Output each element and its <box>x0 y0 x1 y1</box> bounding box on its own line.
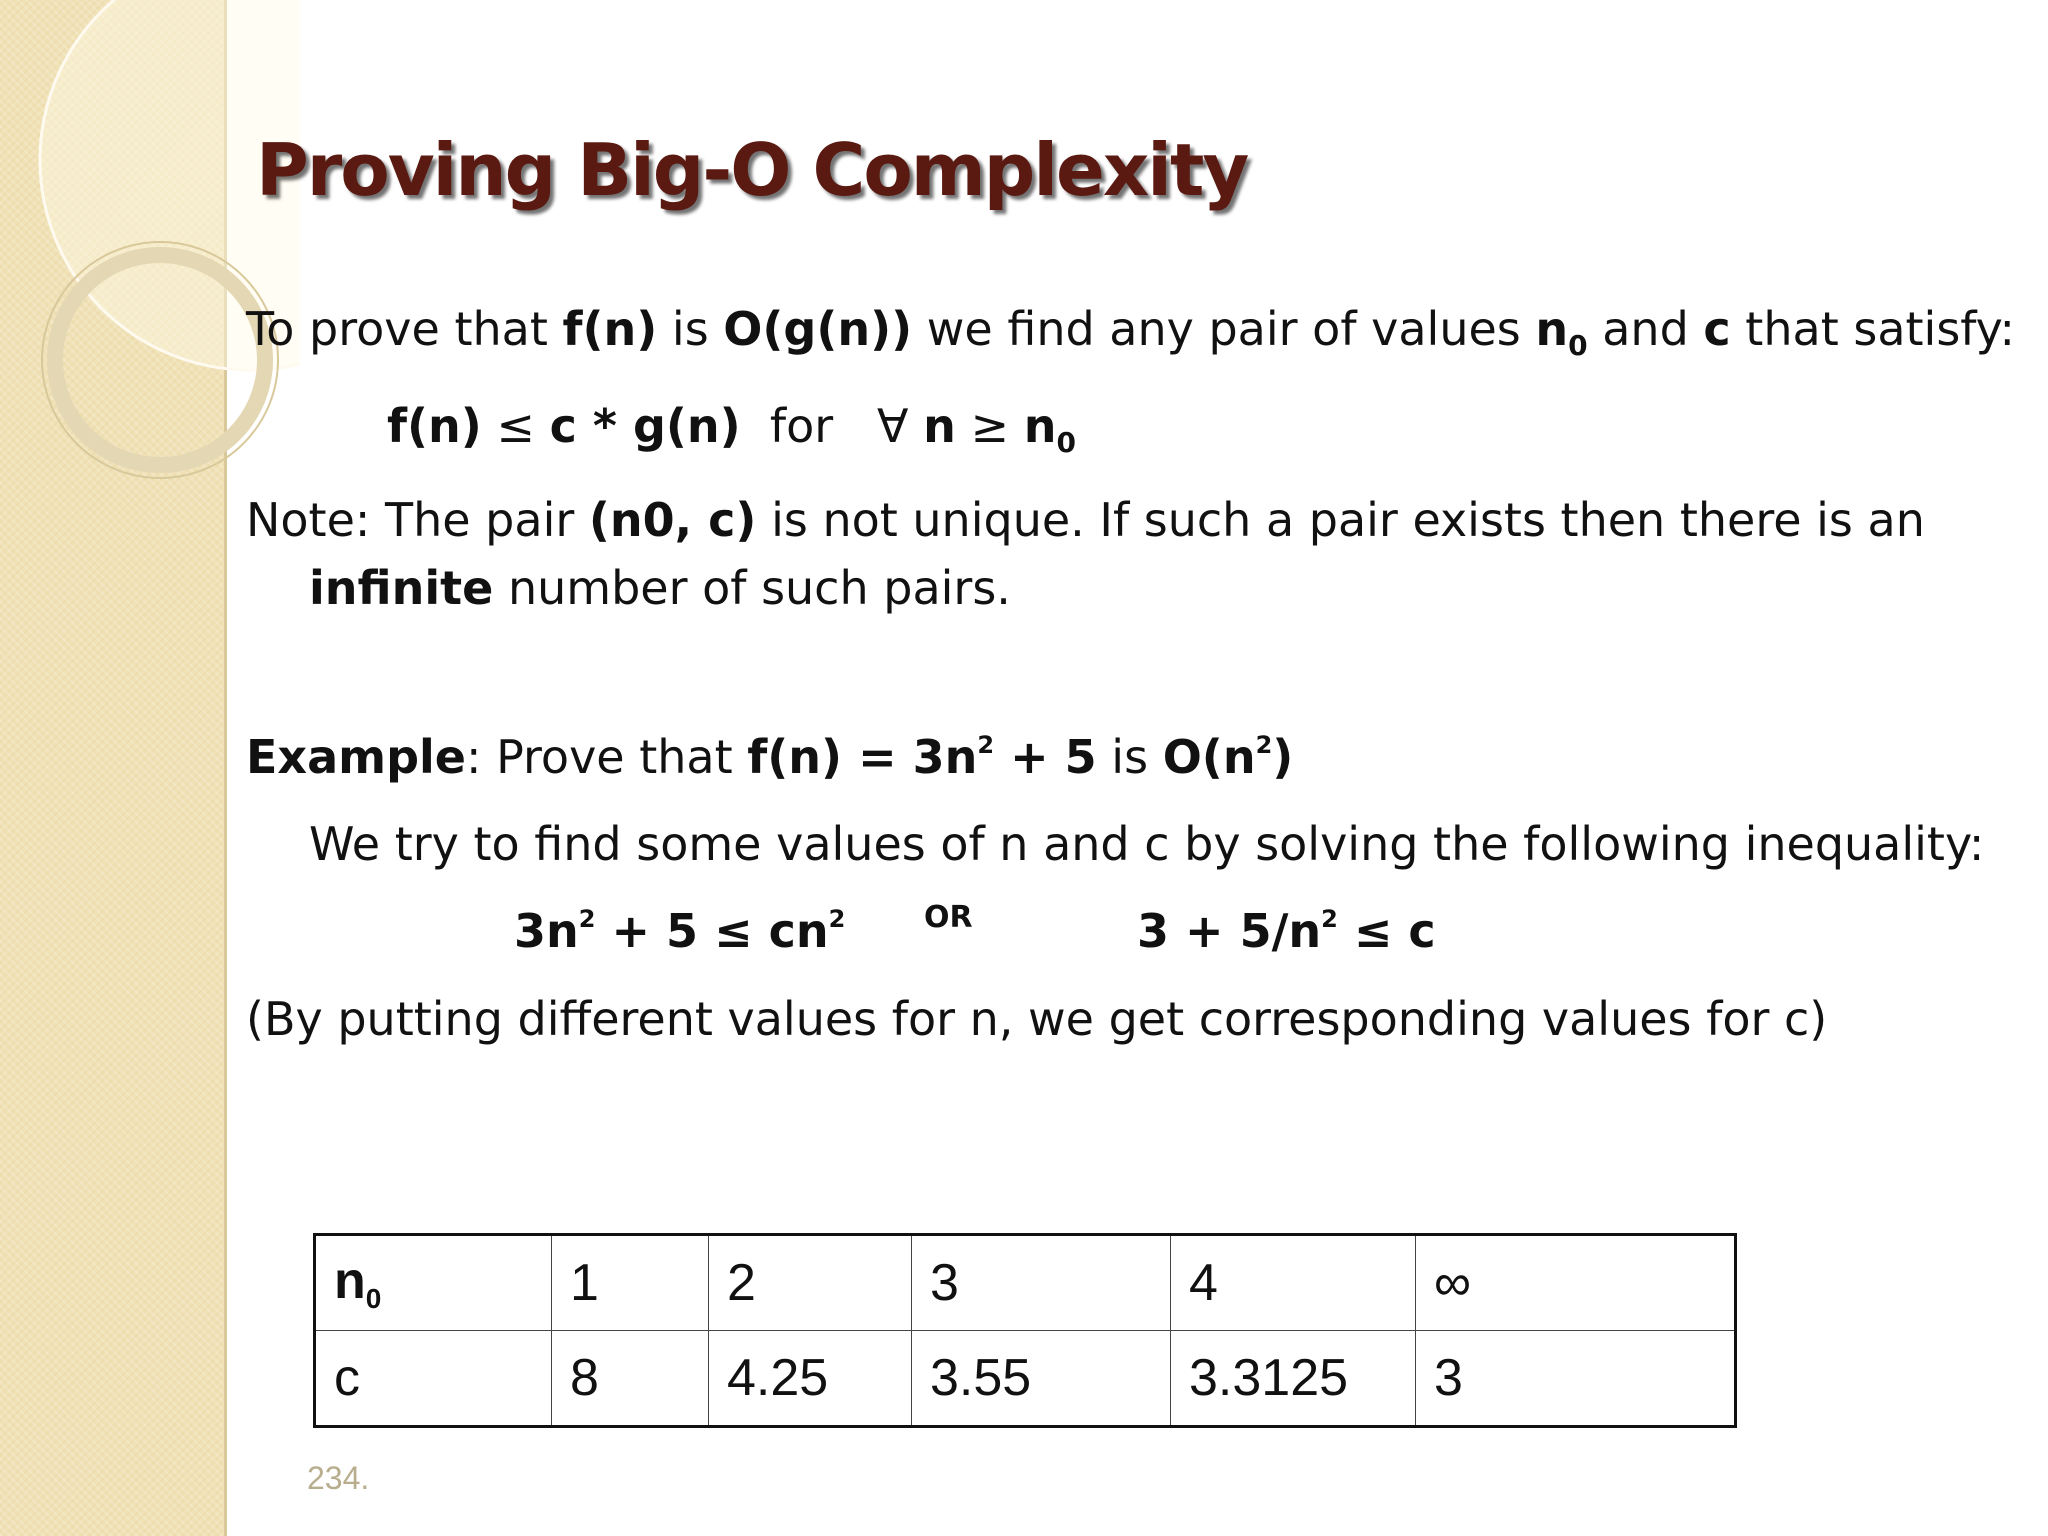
example-on-sup: 2 <box>1255 731 1273 759</box>
intro-text-4: and <box>1587 302 1704 356</box>
ineq-right-b: ≤ c <box>1337 904 1436 958</box>
example-text-2: is <box>1096 730 1163 784</box>
note-text-1: Note: The pair <box>246 493 589 547</box>
table-cell: 3.3125 <box>1171 1331 1416 1427</box>
ineq-right-sup: 2 <box>1321 905 1338 933</box>
decorative-circles <box>0 0 300 520</box>
note-line-2 <box>309 562 1011 615</box>
intro-text-1: To prove that <box>246 302 563 356</box>
slide-title: Proving Big-O Complexity <box>256 128 1248 212</box>
cond-n0-sub: 0 <box>1056 426 1076 459</box>
try-line: We try to find some values of n and c by solving the following inequality: <box>309 817 1985 871</box>
example-line <box>246 731 1293 784</box>
table-row <box>315 1331 1736 1427</box>
table-cell: 4 <box>1171 1235 1416 1331</box>
example-label: Example <box>246 730 466 784</box>
table-cell: 3.55 <box>912 1331 1171 1427</box>
ineq-right-a: 3 + 5/n <box>1137 904 1322 958</box>
ineq-left-sup2: 2 <box>828 905 846 933</box>
inequality-left <box>514 905 845 958</box>
example-fn: f(n) = 3n <box>747 730 978 784</box>
intro-line <box>246 303 2015 362</box>
example-fn-tail: + 5 <box>994 730 1097 784</box>
n0-label-sub: 0 <box>365 1283 382 1314</box>
table-cell: ∞ <box>1416 1235 1736 1331</box>
cond-op1: ≤ <box>481 399 550 453</box>
intro-text-2: is <box>657 302 724 356</box>
example-on: O(n <box>1162 730 1256 784</box>
putting-line: (By putting different values for n, we get corresponding values for c) <box>246 992 1828 1046</box>
table-cell: 4.25 <box>709 1331 912 1427</box>
cond-op2: ≥ <box>955 399 1024 453</box>
cond-for: for ∀ <box>740 399 924 453</box>
condition-line <box>387 400 1076 459</box>
table-row <box>315 1235 1736 1331</box>
note-pair: (n0, c) <box>588 493 757 547</box>
cond-fn: f(n) <box>387 399 482 453</box>
note-text-2: is not unique. If such a pair exists then there is an <box>756 493 1925 547</box>
intro-text-3: we find any pair of values <box>912 302 1536 356</box>
n0-c-table <box>313 1233 1737 1428</box>
note-text-3: number of such pairs. <box>493 561 1011 615</box>
intro-n-sub: 0 <box>1568 329 1588 362</box>
ineq-left-a: 3n <box>514 904 579 958</box>
intro-ogn: O(g(n)) <box>723 302 913 356</box>
example-text-1: : Prove that <box>465 730 748 784</box>
page-number: 234. <box>307 1460 370 1496</box>
intro-text-5: that satisfy: <box>1730 302 2016 356</box>
table-cell: 3 <box>1416 1331 1736 1427</box>
example-on-tail: ) <box>1272 730 1294 784</box>
row-label-c: c <box>315 1331 552 1427</box>
row-label-n0 <box>315 1235 552 1331</box>
ineq-left-b: + 5 ≤ cn <box>595 904 829 958</box>
n0-label: n <box>334 1252 366 1310</box>
table-cell: 1 <box>552 1235 709 1331</box>
intro-c: c <box>1703 302 1731 356</box>
intro-n: n <box>1535 302 1569 356</box>
inequality-right <box>1137 905 1436 958</box>
cond-n0: n <box>1023 399 1057 453</box>
cond-n: n <box>923 399 956 453</box>
intro-fn: f(n) <box>562 302 658 356</box>
table-cell: 8 <box>552 1331 709 1427</box>
or-label: OR <box>924 900 973 935</box>
ineq-left-sup: 2 <box>578 905 596 933</box>
table-cell: 2 <box>709 1235 912 1331</box>
note-infinite: infinite <box>309 561 494 615</box>
cond-cgn: c * g(n) <box>549 399 741 453</box>
example-fn-sup: 2 <box>977 731 995 759</box>
note-line-1 <box>246 494 1925 547</box>
table-cell: 3 <box>912 1235 1171 1331</box>
